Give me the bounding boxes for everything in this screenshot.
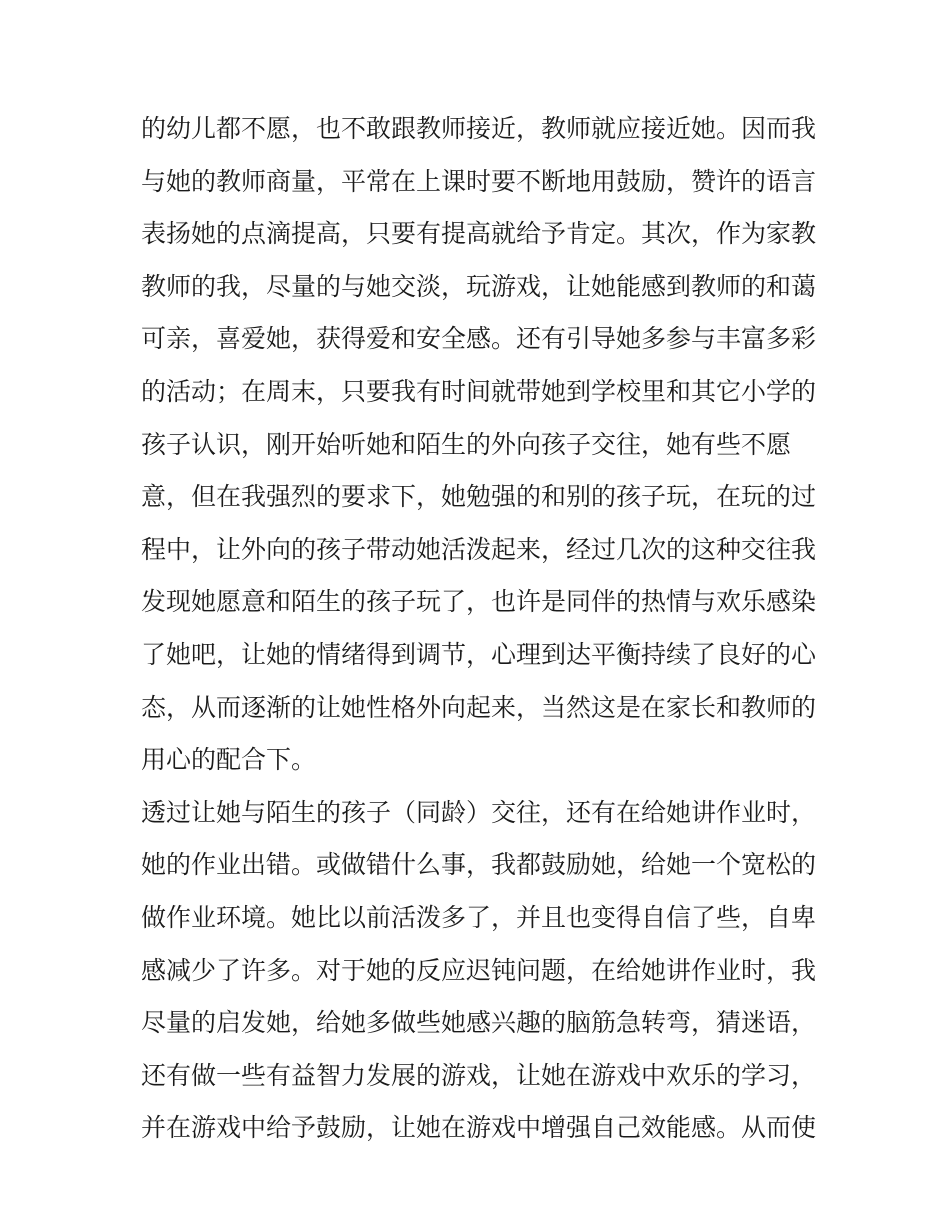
text-line: 可亲，喜爱她，获得爱和安全感。还有引导她多参与丰富多彩 (141, 324, 817, 354)
text-line: 做作业环境。她比以前活泼多了，并且也变得自信了些，自卑 (141, 902, 817, 932)
text-line: 态，从而逐渐的让她性格外向起来，当然这是在家长和教师的 (141, 692, 817, 722)
text-line: 并在游戏中给予鼓励，让她在游戏中增强自己效能感。从而使 (141, 1113, 817, 1143)
text-line: 感减少了许多。对于她的反应迟钝问题，在给她讲作业时，我 (141, 955, 817, 985)
text-line: 透过让她与陌生的孩子（同龄）交往，还有在给她讲作业时， (141, 797, 817, 827)
text-line: 发现她愿意和陌生的孩子玩了，也许是同伴的热情与欢乐感染 (141, 587, 817, 617)
text-line: 教师的我，尽量的与她交淡，玩游戏，让她能感到教师的和蔼 (141, 271, 817, 301)
text-line: 与她的教师商量，平常在上课时要不断地用鼓励，赞许的语言 (141, 166, 817, 196)
body-text (141, 103, 821, 1155)
text-line: 用心的配合下。 (141, 745, 317, 775)
text-line: 孩子认识，刚开始听她和陌生的外向孩子交往，她有些不愿 (141, 429, 792, 459)
text-line: 意，但在我强烈的要求下，她勉强的和别的孩子玩，在玩的过 (141, 482, 817, 512)
text-line: 表扬她的点滴提高，只要有提高就给予肯定。其次，作为家教 (141, 219, 817, 249)
text-line: 程中，让外向的孩子带动她活泼起来，经过几次的这种交往我 (141, 534, 817, 564)
text-line: 她的作业出错。或做错什么事，我都鼓励她，给她一个宽松的 (141, 850, 817, 880)
text-line: 的幼儿都不愿，也不敢跟教师接近，教师就应接近她。因而我 (141, 114, 817, 143)
text-line: 还有做一些有益智力发展的游戏，让她在游戏中欢乐的学习， (141, 1060, 817, 1090)
text-line: 的活动；在周末，只要我有时间就带她到学校里和其它小学的 (141, 376, 817, 406)
text-line: 了她吧，让她的情绪得到调节，心理到达平衡持续了良好的心 (141, 639, 817, 669)
text-line: 尽量的启发她，给她多做些她感兴趣的脑筋急转弯，猜迷语， (141, 1008, 817, 1038)
